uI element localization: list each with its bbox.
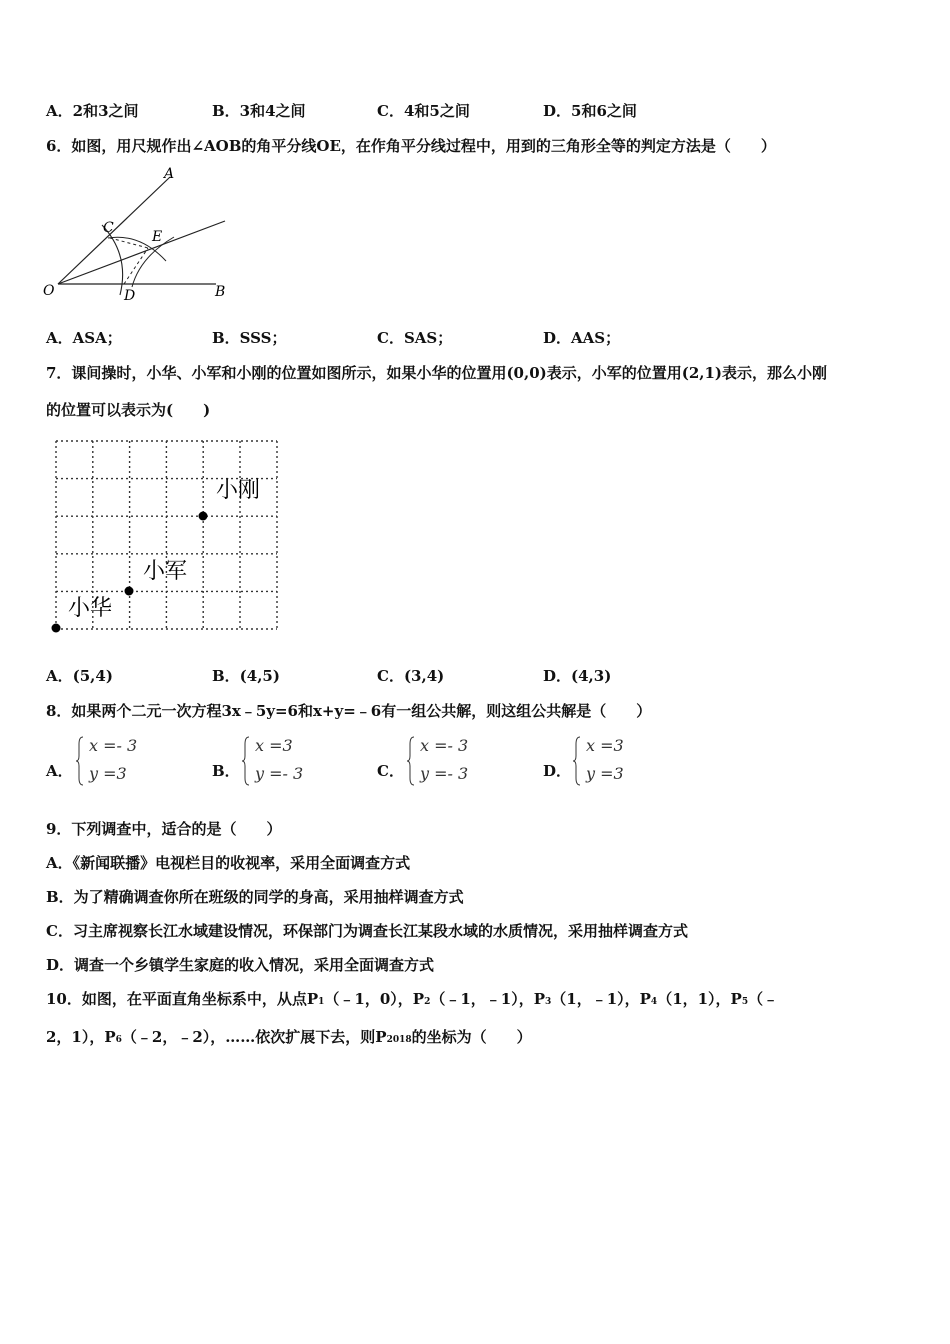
q5-option-d: D．5和6之间 xyxy=(543,102,637,120)
q8-option-a-label: A． xyxy=(46,762,73,780)
q10-text-6: （﹣ xyxy=(748,990,779,1008)
q7-option-d: D．(4,3) xyxy=(543,667,612,685)
point-xiaogang xyxy=(199,512,208,521)
q8-option-d-eq1: x =3 xyxy=(586,736,624,755)
q10-stem-line2 xyxy=(46,1027,532,1050)
q10-text-4: （1，﹣1），P xyxy=(551,990,651,1008)
brace-icon xyxy=(242,736,250,786)
q8-option-a-eq2: y =3 xyxy=(89,764,127,783)
q7-option-b: B．(4,5) xyxy=(212,667,280,685)
q6-stem: 6．如图，用尺规作出∠AOB的角平分线OE，在作角平分线过程中，用到的三角形全等的判定方法是（ ） xyxy=(46,137,776,155)
q10-text-1: 10．如图，在平面直角坐标系中，从点P xyxy=(46,990,319,1008)
q10-text-5: （1，1），P xyxy=(657,990,742,1008)
q5-option-c: C．4和5之间 xyxy=(377,102,470,120)
subscript-2: 2 xyxy=(424,997,431,1007)
q7-position-grid xyxy=(50,435,285,635)
q8-option-b-label: B． xyxy=(212,762,240,780)
label-o: O xyxy=(43,283,55,299)
q5-option-b: B．3和4之间 xyxy=(212,102,306,120)
q9-option-a: A．《新闻联播》电视栏目的收视率，采用全面调查方式 xyxy=(46,854,411,872)
q10-text-2: （﹣1，0），P xyxy=(324,990,425,1008)
q8-option-d-eq2: y =3 xyxy=(586,764,624,783)
brace-icon xyxy=(407,736,415,786)
q8-stem: 8．如果两个二元一次方程3x﹣5y=6和x+y=﹣6有一组公共解，则这组公共解是（ ） xyxy=(46,702,652,720)
point-xiaojun xyxy=(125,587,134,596)
label-xiaojun: 小军 xyxy=(143,559,188,584)
q10-text-3: （﹣1，﹣1），P xyxy=(430,990,545,1008)
q8-option-c-eq2: y =- 3 xyxy=(420,764,469,783)
q9-option-b: B．为了精确调查你所在班级的同学的身高，采用抽样调查方式 xyxy=(46,888,464,906)
q8-option-c-eq1: x =- 3 xyxy=(420,736,469,755)
label-e: E xyxy=(152,229,163,245)
q5-options xyxy=(46,100,726,122)
label-c: C xyxy=(103,220,114,236)
q6-option-c: C．SAS； xyxy=(377,329,453,347)
q10-text-9: 的坐标为（ ） xyxy=(411,1028,532,1046)
q8-option-c-label: C． xyxy=(377,762,404,780)
q8-option-b-eq2: y =- 3 xyxy=(255,764,304,783)
label-b: B xyxy=(215,284,226,300)
q10-text-8: （﹣2，﹣2），……依次扩展下去，则P xyxy=(121,1028,387,1046)
q7-stem-line1: 7．课间操时，小华、小军和小刚的位置如图所示，如果小华的位置用(0,0)表示，小军的位置用(2,1)表示，那么小刚 xyxy=(46,364,828,382)
q7-options xyxy=(46,665,726,687)
q7-stem-line2: 的位置可以表示为( ) xyxy=(46,401,211,419)
q6-angle-bisector-figure xyxy=(40,165,240,305)
brace-icon xyxy=(76,736,84,786)
q6-option-a: A．ASA； xyxy=(46,329,122,347)
subscript-1: 1 xyxy=(318,997,325,1007)
subscript-3: 3 xyxy=(545,997,552,1007)
subscript-5: 5 xyxy=(741,997,749,1007)
subscript-6: 6 xyxy=(115,1035,122,1045)
q9-option-c: C．习主席视察长江水域建设情况，环保部门为调查长江某段水域的水质情况，采用抽样调查方式 xyxy=(46,922,688,940)
brace-icon xyxy=(573,736,581,786)
ray-oe xyxy=(58,221,225,284)
q5-option-a: A．2和3之间 xyxy=(46,102,139,120)
q7-option-a: A．(5,4) xyxy=(46,667,113,685)
q10-stem-line1 xyxy=(46,989,778,1012)
q8-option-a-eq1: x =- 3 xyxy=(89,736,138,755)
q10-text-7: 2，1），P xyxy=(46,1028,116,1046)
q6-options xyxy=(46,327,726,349)
point-xiaohua xyxy=(52,624,61,633)
q9-option-d: D．调查一个乡镇学生家庭的收入情况，采用全面调查方式 xyxy=(46,956,435,974)
subscript-4: 4 xyxy=(650,997,658,1007)
label-xiaogang: 小刚 xyxy=(216,478,261,503)
q7-option-c: C．(3,4) xyxy=(377,667,445,685)
q6-option-b: B．SSS； xyxy=(212,329,287,347)
label-xiaohua: 小华 xyxy=(68,596,113,621)
label-d: D xyxy=(124,288,136,304)
subscript-2018: 2018 xyxy=(386,1035,412,1045)
label-a: A xyxy=(164,166,175,182)
q8-option-d-label: D． xyxy=(543,762,572,780)
q6-option-d: D．AAS； xyxy=(543,329,621,347)
segment-de xyxy=(124,248,148,284)
q9-stem: 9．下列调查中，适合的是（ ） xyxy=(46,820,282,838)
q8-option-b-eq1: x =3 xyxy=(255,736,293,755)
